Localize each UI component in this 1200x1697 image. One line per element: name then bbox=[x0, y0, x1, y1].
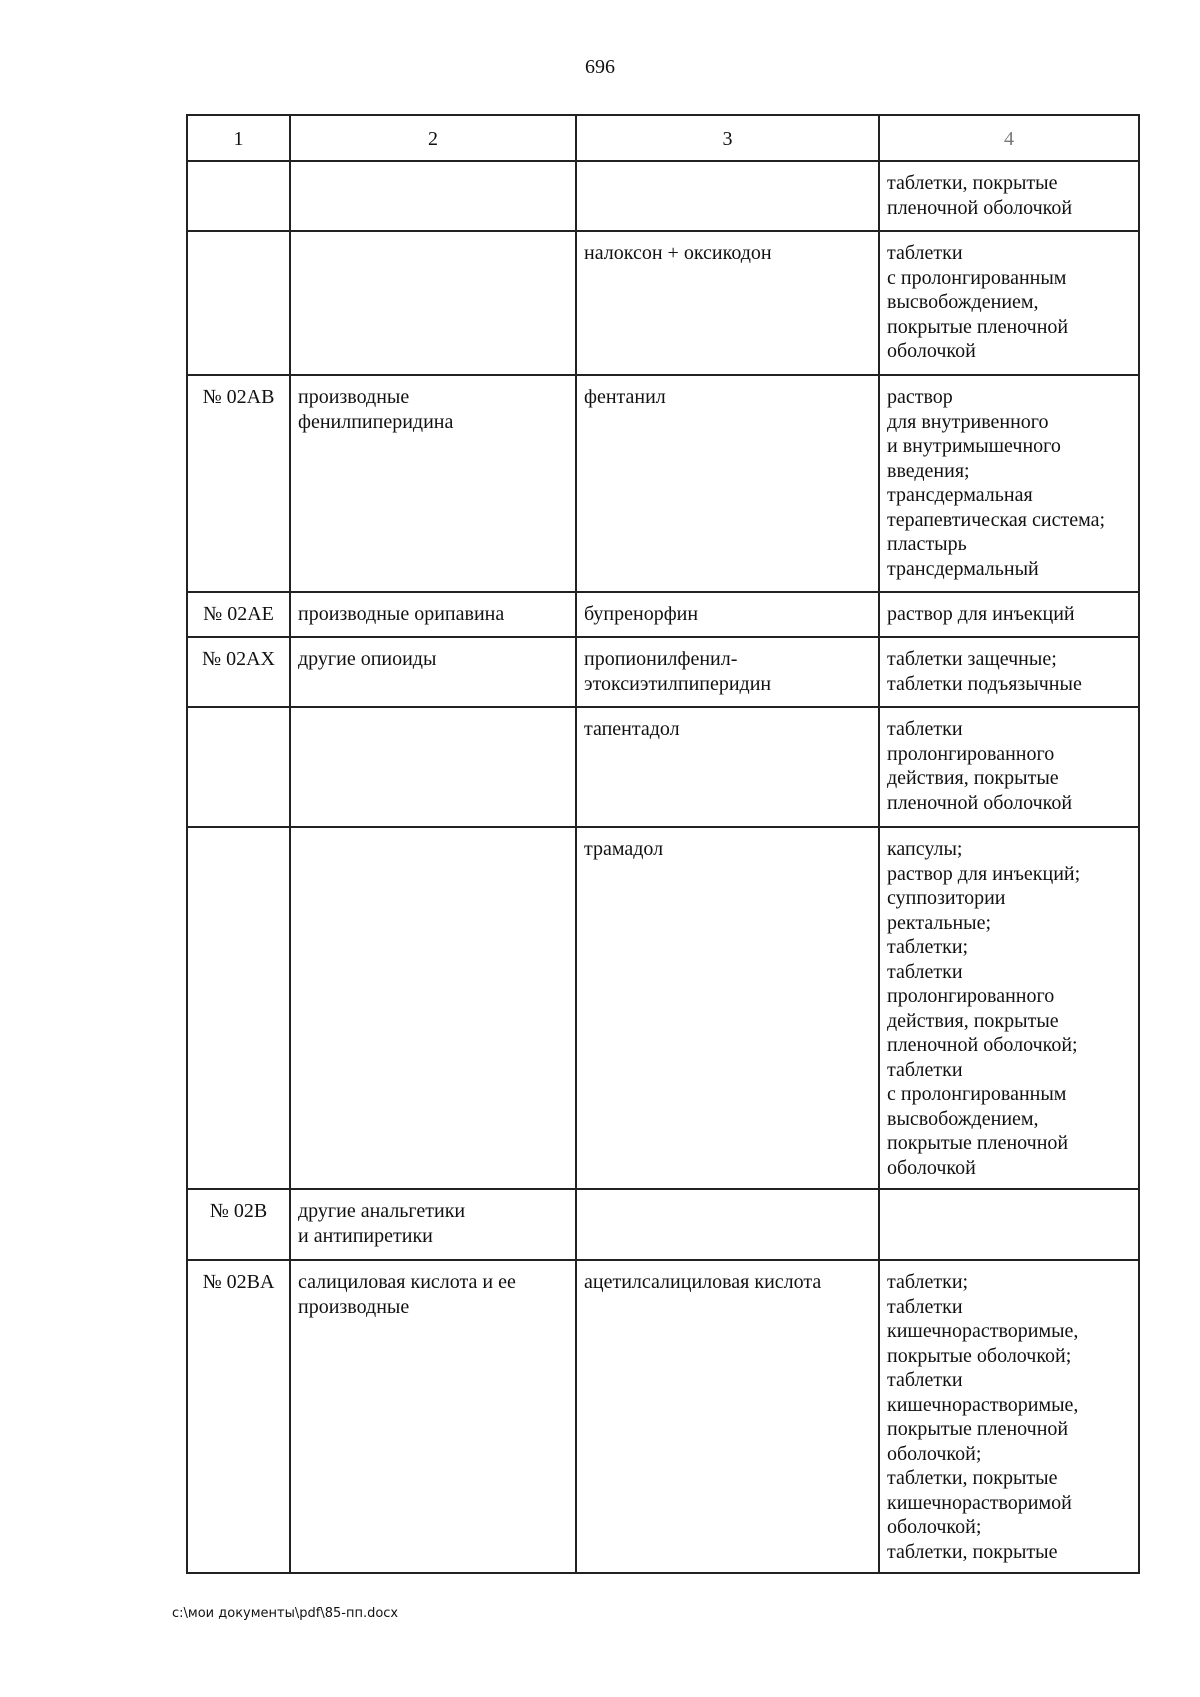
dosage-form-cell: раствор для внутривенного и внутримышечного введения; трансдермальная терапевтическая система; пластырь трансдермальный bbox=[879, 375, 1139, 592]
footer-file-path: c:\мои документы\pdf\85-пп.docx bbox=[172, 1606, 399, 1621]
drug-name-cell: фентанил bbox=[576, 375, 879, 592]
column-header-3: 3 bbox=[576, 115, 879, 161]
atc-code-cell bbox=[187, 707, 290, 827]
group-name-cell: производные фенилпиперидина bbox=[290, 375, 576, 592]
table-row bbox=[187, 161, 1139, 231]
drug-name-cell: пропионилфенил- этоксиэтилпиперидин bbox=[576, 637, 879, 707]
atc-code-cell bbox=[187, 231, 290, 375]
dosage-form-cell: таблетки пролонгированного действия, покрытые пленочной оболочкой bbox=[879, 707, 1139, 827]
group-name-cell: салициловая кислота и ее производные bbox=[290, 1260, 576, 1573]
page-number: 696 bbox=[585, 56, 615, 78]
dosage-form-cell: таблетки; таблетки кишечнорастворимые, покрытые оболочкой; таблетки кишечнорастворимые, покрытые пленочной оболочкой; таблетки, покрытые кишечнорастворимой оболочкой; таблетки, покрытые bbox=[879, 1260, 1139, 1573]
table-row bbox=[187, 707, 1139, 827]
drug-name-cell: бупренорфин bbox=[576, 592, 879, 637]
table-row bbox=[187, 1189, 1139, 1260]
drug-name-cell: ацетилсалициловая кислота bbox=[576, 1260, 879, 1573]
atc-code-cell: № 02AX bbox=[187, 637, 290, 707]
atc-code-cell: № 02B bbox=[187, 1189, 290, 1260]
atc-code-cell: № 02BA bbox=[187, 1260, 290, 1573]
drug-name-cell: трамадол bbox=[576, 827, 879, 1189]
dosage-form-cell bbox=[879, 1189, 1139, 1260]
table-header-row bbox=[187, 115, 1139, 161]
dosage-form-cell: раствор для инъекций bbox=[879, 592, 1139, 637]
group-name-cell bbox=[290, 827, 576, 1189]
drug-list-table bbox=[186, 114, 1140, 1574]
column-header-1: 1 bbox=[187, 115, 290, 161]
atc-code-cell: № 02AE bbox=[187, 592, 290, 637]
drug-name-cell: тапентадол bbox=[576, 707, 879, 827]
table-body bbox=[187, 161, 1139, 1573]
dosage-form-cell: таблетки защечные; таблетки подъязычные bbox=[879, 637, 1139, 707]
column-header-4: 4 bbox=[879, 115, 1139, 161]
table-row bbox=[187, 592, 1139, 637]
table-row bbox=[187, 1260, 1139, 1573]
group-name-cell: производные орипавина bbox=[290, 592, 576, 637]
atc-code-cell bbox=[187, 161, 290, 231]
table-row bbox=[187, 637, 1139, 707]
dosage-form-cell: таблетки с пролонгированным высвобождением, покрытые пленочной оболочкой bbox=[879, 231, 1139, 375]
drug-name-cell bbox=[576, 1189, 879, 1260]
table-row bbox=[187, 231, 1139, 375]
column-header-2: 2 bbox=[290, 115, 576, 161]
group-name-cell: другие опиоиды bbox=[290, 637, 576, 707]
group-name-cell bbox=[290, 231, 576, 375]
table-row bbox=[187, 827, 1139, 1189]
dosage-form-cell: таблетки, покрытые пленочной оболочкой bbox=[879, 161, 1139, 231]
atc-code-cell bbox=[187, 827, 290, 1189]
table-row bbox=[187, 375, 1139, 592]
atc-code-cell: № 02AB bbox=[187, 375, 290, 592]
group-name-cell: другие анальгетики и антипиретики bbox=[290, 1189, 576, 1260]
group-name-cell bbox=[290, 161, 576, 231]
drug-name-cell: налоксон + оксикодон bbox=[576, 231, 879, 375]
group-name-cell bbox=[290, 707, 576, 827]
dosage-form-cell: капсулы; раствор для инъекций; суппозитории ректальные; таблетки; таблетки пролонгированного действия, покрытые пленочной оболочкой; таблетки с пролонгированным высвобождением, покрытые пленочной оболочкой bbox=[879, 827, 1139, 1189]
drug-name-cell bbox=[576, 161, 879, 231]
